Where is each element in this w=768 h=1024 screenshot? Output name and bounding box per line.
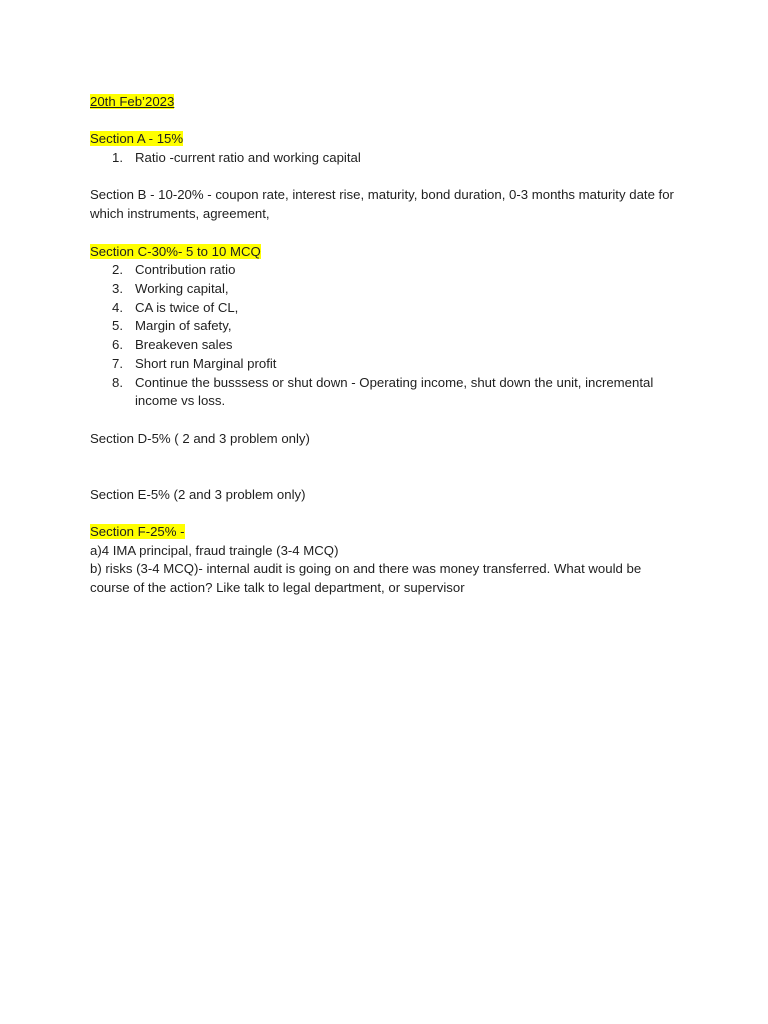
list-text: Working capital, bbox=[135, 280, 229, 296]
list-item bbox=[90, 149, 680, 168]
section-c-heading bbox=[90, 243, 680, 262]
date-text: 20th Feb’2023 bbox=[90, 94, 175, 109]
list-text: CA is twice of CL, bbox=[135, 299, 239, 315]
spacer bbox=[90, 112, 680, 131]
list-number: 8. bbox=[112, 374, 123, 390]
section-a-list bbox=[90, 149, 680, 168]
section-c-title: Section C-30%- 5 to 10 MCQ bbox=[90, 243, 261, 259]
list-item bbox=[90, 355, 680, 374]
list-text: Breakeven sales bbox=[135, 337, 233, 353]
list-number: 5. bbox=[112, 318, 123, 334]
section-f-line-a: a)4 IMA principal, fraud traingle (3-4 MCQ) bbox=[90, 542, 339, 558]
section-b-paragraph: Section B - 10-20% - coupon rate, interest rise, maturity, bond duration, 0-3 months maturity date for which instruments, agreement, bbox=[90, 187, 674, 222]
list-text: Short run Marginal profit bbox=[135, 355, 277, 371]
section-c-list bbox=[90, 261, 680, 411]
spacer bbox=[90, 448, 680, 485]
section-e-line: Section E-5% (2 and 3 problem only) bbox=[90, 486, 306, 502]
list-number: 4. bbox=[112, 299, 123, 315]
list-number: 7. bbox=[112, 355, 123, 371]
list-text: Ratio -current ratio and working capital bbox=[135, 150, 361, 166]
section-f-heading bbox=[90, 523, 680, 542]
spacer bbox=[90, 504, 680, 523]
list-item bbox=[90, 299, 680, 318]
section-f-line-b: b) risks (3-4 MCQ)- internal audit is going on and there was money transferred. What would be course of the action? Like talk to legal department, or supervisor bbox=[90, 561, 642, 596]
list-item bbox=[90, 261, 680, 280]
list-number: 6. bbox=[112, 337, 123, 353]
list-item bbox=[90, 374, 680, 411]
date-heading bbox=[90, 93, 680, 112]
list-number: 3. bbox=[112, 280, 123, 296]
section-a-heading bbox=[90, 130, 680, 149]
list-text: Contribution ratio bbox=[135, 262, 236, 278]
section-f-title: Section F-25% - bbox=[90, 524, 185, 540]
list-text: Margin of safety, bbox=[135, 318, 232, 334]
document-body bbox=[90, 93, 680, 598]
spacer bbox=[90, 224, 680, 243]
section-d-line: Section D-5% ( 2 and 3 problem only) bbox=[90, 430, 310, 446]
spacer bbox=[90, 168, 680, 187]
list-item bbox=[90, 317, 680, 336]
list-item bbox=[90, 336, 680, 355]
list-text: Continue the busssess or shut down - Operating income, shut down the unit, incremental income vs loss. bbox=[135, 374, 654, 409]
list-number: 2. bbox=[112, 262, 123, 278]
spacer bbox=[90, 411, 680, 430]
section-a-title: Section A - 15% bbox=[90, 131, 184, 147]
list-number: 1. bbox=[112, 150, 123, 166]
list-item bbox=[90, 280, 680, 299]
